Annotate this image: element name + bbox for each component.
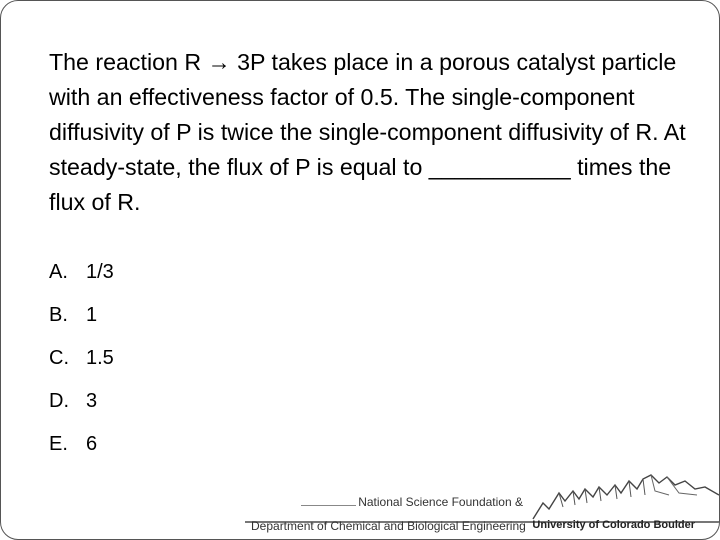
choice-letter: E. xyxy=(49,433,68,455)
choice-letter: A. xyxy=(49,261,68,283)
answer-choices xyxy=(49,259,114,474)
choice-e[interactable] xyxy=(49,431,114,474)
choice-text: 6 xyxy=(86,433,98,455)
choice-text: 1 xyxy=(86,304,98,326)
choice-letter: D. xyxy=(49,390,69,412)
choice-text: 1/3 xyxy=(86,261,114,283)
choice-b[interactable] xyxy=(49,302,114,345)
question-text: The reaction R → 3P takes place in a porous catalyst particle with an effectiveness factor of 0.5. The single-component diffusivity of P is twice the single-component diffusivity of R. At steady-state, the flux of P is equal to ___________ times the flux of R. xyxy=(49,49,686,215)
choice-d[interactable] xyxy=(49,388,114,431)
sponsor-text: National Science Foundation & xyxy=(358,495,523,509)
choice-text: 1.5 xyxy=(86,347,114,369)
choice-a[interactable] xyxy=(49,259,114,302)
department-text: Department of Chemical and Biological Engineering xyxy=(251,519,526,533)
footer-branding xyxy=(1,469,719,539)
university-text: University of Colorado Boulder xyxy=(532,519,695,531)
flatirons-mountains-icon xyxy=(529,473,720,523)
choice-text: 3 xyxy=(86,390,98,412)
footer-divider-top xyxy=(301,505,356,506)
choice-letter: C. xyxy=(49,347,69,369)
choice-c[interactable] xyxy=(49,345,114,388)
choice-letter: B. xyxy=(49,304,68,326)
